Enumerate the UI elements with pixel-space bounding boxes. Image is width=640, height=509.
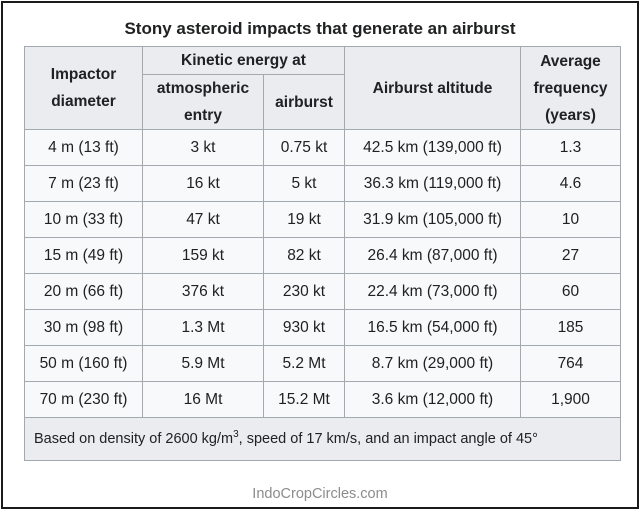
cell-airburst-energy: 82 kt xyxy=(264,238,345,274)
table-row xyxy=(25,238,621,274)
cell-frequency: 27 xyxy=(521,238,621,274)
cell-diameter: 50 m (160 ft) xyxy=(25,346,143,382)
table-caption: Stony asteroid impacts that generate an airburst xyxy=(124,19,516,38)
table-row xyxy=(25,310,621,346)
watermark: IndoCropCircles.com xyxy=(252,486,388,502)
header-airburst-altitude: Airburst altitude xyxy=(345,47,521,130)
cell-diameter: 30 m (98 ft) xyxy=(25,310,143,346)
header-average-frequency: Average frequency (years) xyxy=(521,47,621,130)
cell-diameter: 70 m (230 ft) xyxy=(25,382,143,418)
table-footnote xyxy=(25,418,621,461)
cell-diameter: 4 m (13 ft) xyxy=(25,130,143,166)
cell-frequency: 1.3 xyxy=(521,130,621,166)
cell-altitude: 26.4 km (87,000 ft) xyxy=(345,238,521,274)
cell-frequency: 10 xyxy=(521,202,621,238)
figure-frame xyxy=(1,1,639,509)
cell-frequency: 1,900 xyxy=(521,382,621,418)
cell-entry-energy: 3 kt xyxy=(143,130,264,166)
cell-airburst-energy: 19 kt xyxy=(264,202,345,238)
cell-entry-energy: 16 Mt xyxy=(143,382,264,418)
table-body xyxy=(25,130,621,418)
cell-frequency: 60 xyxy=(521,274,621,310)
cell-altitude: 42.5 km (139,000 ft) xyxy=(345,130,521,166)
cell-altitude: 36.3 km (119,000 ft) xyxy=(345,166,521,202)
cell-entry-energy: 159 kt xyxy=(143,238,264,274)
cell-diameter: 7 m (23 ft) xyxy=(25,166,143,202)
footnote-exponent: 3 xyxy=(233,429,239,441)
cell-diameter: 10 m (33 ft) xyxy=(25,202,143,238)
table-row xyxy=(25,130,621,166)
cell-altitude: 3.6 km (12,000 ft) xyxy=(345,382,521,418)
cell-entry-energy: 1.3 Mt xyxy=(143,310,264,346)
header-airburst: airburst xyxy=(264,75,345,130)
cell-airburst-energy: 930 kt xyxy=(264,310,345,346)
cell-frequency: 4.6 xyxy=(521,166,621,202)
table-row xyxy=(25,346,621,382)
table-row xyxy=(25,202,621,238)
cell-airburst-energy: 5.2 Mt xyxy=(264,346,345,382)
header-impactor-diameter: Impactor diameter xyxy=(25,47,143,130)
cell-diameter: 15 m (49 ft) xyxy=(25,238,143,274)
cell-frequency: 764 xyxy=(521,346,621,382)
cell-diameter: 20 m (66 ft) xyxy=(25,274,143,310)
cell-entry-energy: 47 kt xyxy=(143,202,264,238)
cell-entry-energy: 376 kt xyxy=(143,274,264,310)
table-row xyxy=(25,274,621,310)
cell-altitude: 22.4 km (73,000 ft) xyxy=(345,274,521,310)
cell-altitude: 16.5 km (54,000 ft) xyxy=(345,310,521,346)
cell-altitude: 31.9 km (105,000 ft) xyxy=(345,202,521,238)
table-footer-row xyxy=(25,418,621,461)
table-row xyxy=(25,166,621,202)
table-row xyxy=(25,382,621,418)
cell-frequency: 185 xyxy=(521,310,621,346)
cell-entry-energy: 5.9 Mt xyxy=(143,346,264,382)
header-atmospheric-entry: atmospheric entry xyxy=(143,75,264,130)
footnote-prefix: Based on density of 2600 kg/m xyxy=(34,431,234,447)
airburst-table xyxy=(24,46,621,461)
cell-entry-energy: 16 kt xyxy=(143,166,264,202)
cell-airburst-energy: 15.2 Mt xyxy=(264,382,345,418)
cell-airburst-energy: 5 kt xyxy=(264,166,345,202)
cell-airburst-energy: 0.75 kt xyxy=(264,130,345,166)
cell-altitude: 8.7 km (29,000 ft) xyxy=(345,346,521,382)
footnote-suffix: , speed of 17 km/s, and an impact angle of 45° xyxy=(238,431,538,447)
cell-airburst-energy: 230 kt xyxy=(264,274,345,310)
header-kinetic-energy: Kinetic energy at xyxy=(143,47,345,75)
